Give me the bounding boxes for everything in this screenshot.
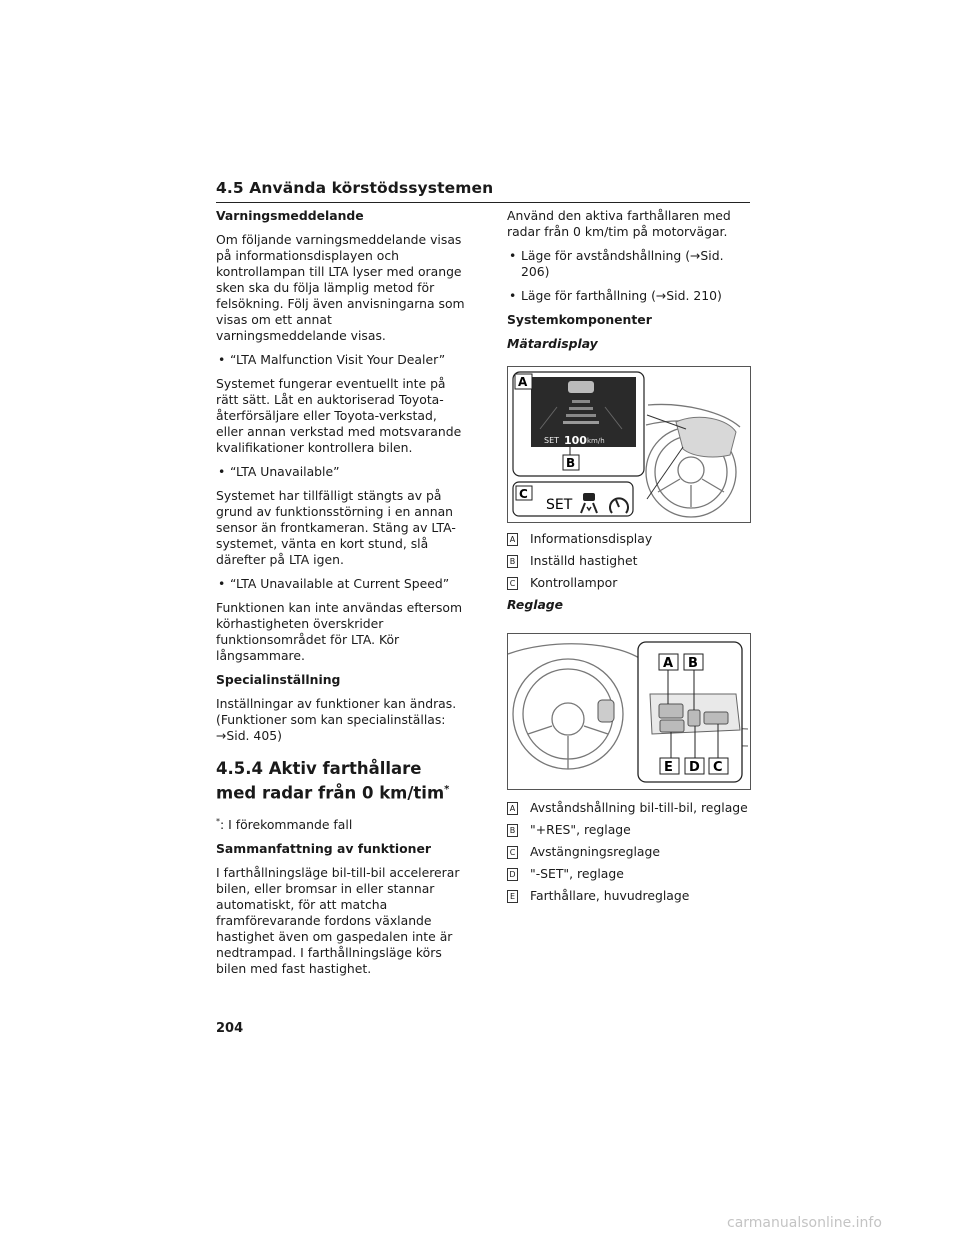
legend-text: Avståndshållning bil-till-bil, reglage	[530, 800, 748, 815]
controls-figure	[507, 633, 751, 790]
meter-legend	[507, 531, 752, 591]
section-heading	[216, 758, 466, 804]
label-b: B	[566, 456, 576, 470]
legend-item	[507, 866, 752, 882]
meter-display-figure	[507, 366, 751, 523]
legend-item	[507, 844, 752, 860]
legend-text: Farthållare, huvudreglage	[530, 888, 690, 903]
speed-unit: km/h	[587, 437, 605, 445]
label-c: C	[713, 760, 723, 775]
summary-title: Sammanfattning av funktioner	[216, 840, 432, 856]
set-small-label: SET	[544, 436, 560, 445]
footnote-text: : I förekommande fall	[220, 816, 353, 832]
message-2-desc: Systemet har tillfälligt stängts av på grund av funktionsstörning i en annan sensor än frontkameran. Stäng av LTA-systemet, vänta en kort stund, slå därefter på LTA igen.	[216, 488, 456, 567]
legend-item	[507, 531, 752, 547]
set-indicator: SET	[546, 497, 573, 513]
components-title: Systemkomponenter	[507, 312, 652, 327]
bullet-distance-mode: • Läge för avståndshållning (→Sid. 206)	[507, 248, 752, 280]
legend-item	[507, 822, 752, 838]
controls-title: Reglage	[507, 597, 564, 612]
label-c: C	[519, 487, 528, 501]
legend-key: A	[507, 802, 518, 815]
message-2: • “LTA Unavailable”	[216, 464, 466, 480]
set-speed-value: 100	[564, 434, 587, 447]
message-3-desc: Funktionen kan inte användas eftersom körhastigheten överskrider funktionsområdet för LTA. Kör långsammare.	[216, 600, 463, 663]
message-3: • “LTA Unavailable at Current Speed”	[216, 576, 466, 592]
legend-text: Inställd hastighet	[530, 553, 638, 568]
label-a: A	[663, 656, 674, 671]
footnote-mark: *	[216, 816, 220, 826]
special-desc: Inställningar av funktioner kan ändras. (Funktioner som kan specialinställas: →Sid. 405)	[216, 696, 457, 743]
message-1-desc: Systemet fungerar eventuellt inte på rätt sätt. Låt en auktoriserad Toyota-återförsäljare eller Toyota-verkstad, eller annan verkstad med motsvarande kvalifikationer kontrollera bilen.	[216, 376, 462, 455]
legend-key: E	[507, 890, 518, 903]
controls-illustration	[508, 634, 750, 789]
warning-title: Varningsmeddelande	[216, 208, 364, 223]
warning-intro: Om följande varningsmeddelande visas på informationsdisplayen och kontrollampan till LTA lyser med orange sken ska du följa lämplig metod för felsökning. Följ även anvisningarna som visas om ett annat varningsmeddelande visas.	[216, 232, 465, 343]
bullet-speed-mode: • Läge för farthållning (→Sid. 210)	[507, 288, 752, 304]
footnote	[216, 814, 466, 833]
right-intro: Använd den aktiva farthållaren med radar från 0 km/tim på motorvägar.	[507, 208, 731, 239]
legend-key: B	[507, 824, 518, 837]
legend-item	[507, 800, 752, 816]
special-title: Specialinställning	[216, 672, 341, 687]
section-header	[216, 178, 750, 203]
section-title: 4.5 Använda körstödssystemen	[216, 179, 494, 197]
meter-display-illustration	[508, 367, 750, 522]
label-d: D	[689, 760, 700, 775]
watermark: carmanualsonline.info	[727, 1215, 882, 1231]
meter-title: Mätardisplay	[507, 336, 598, 351]
label-a: A	[518, 375, 528, 389]
label-e: E	[664, 760, 673, 775]
controls-legend	[507, 800, 752, 904]
page-number: 204	[216, 1021, 244, 1036]
legend-key: B	[507, 555, 518, 568]
right-column	[507, 208, 752, 910]
legend-item	[507, 553, 752, 569]
message-1: • “LTA Malfunction Visit Your Dealer”	[216, 352, 466, 368]
legend-text: "-SET", reglage	[530, 866, 624, 881]
legend-key: C	[507, 577, 518, 590]
legend-text: Informationsdisplay	[530, 531, 653, 546]
legend-key: C	[507, 846, 518, 859]
label-b: B	[688, 656, 698, 671]
summary-desc: I farthållningsläge bil-till-bil accelererar bilen, eller bromsar in eller stannar automatiskt, för att matcha framförevarande fordons växlande hastighet även om gaspedalen inte är nedtrampad. I farthållningsläge körs bilen med fast hastighet.	[216, 864, 460, 976]
legend-text: "+RES", reglage	[530, 822, 631, 837]
legend-item	[507, 888, 752, 904]
legend-text: Kontrollampor	[530, 575, 618, 590]
heading-mark: *	[444, 784, 450, 795]
legend-item	[507, 575, 752, 591]
legend-key: A	[507, 533, 518, 546]
legend-key: D	[507, 868, 518, 881]
section-heading-text: 4.5.4 Aktiv farthållare med radar från 0 km/tim	[216, 759, 445, 803]
left-column	[216, 208, 466, 985]
legend-text: Avstängningsreglage	[530, 844, 661, 859]
